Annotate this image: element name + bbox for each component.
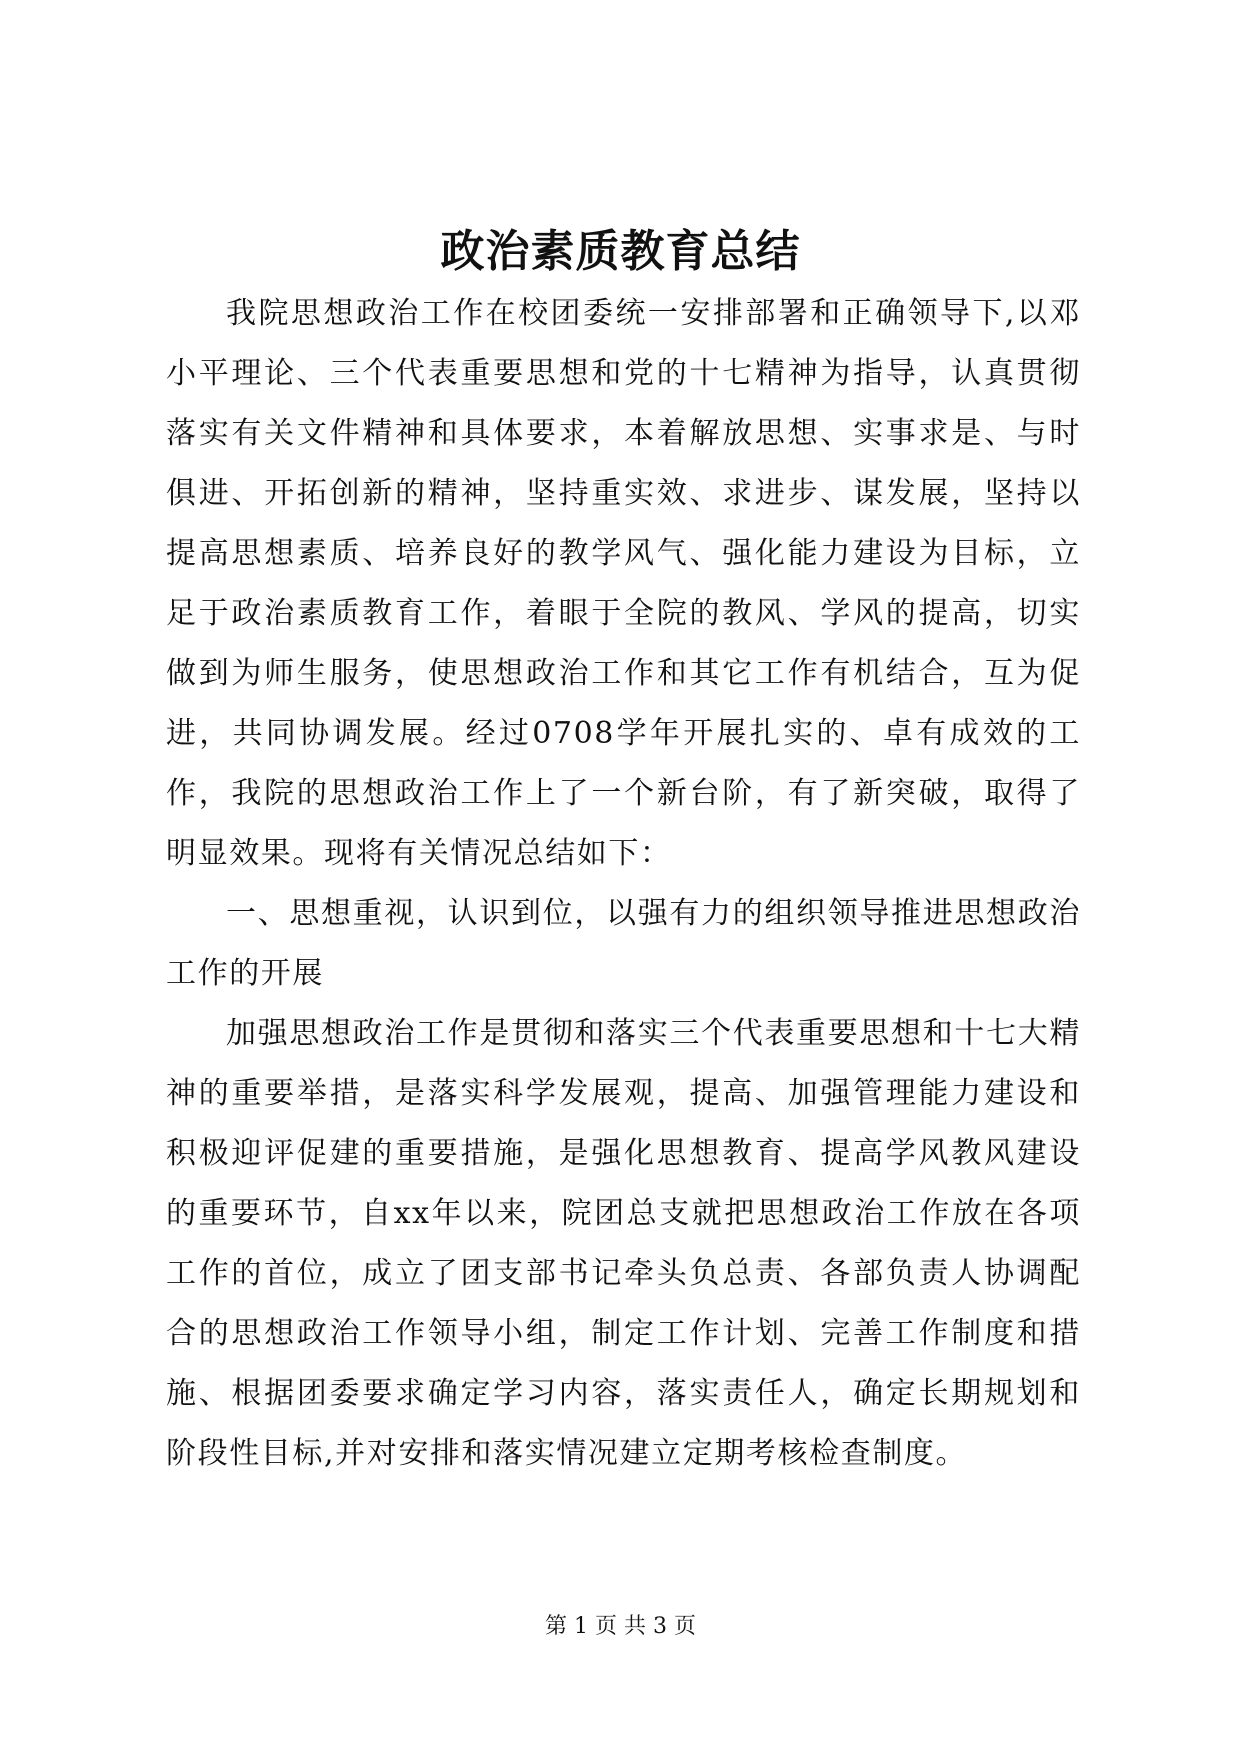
section-heading-1: 一、思想重视，认识到位，以强有力的组织领导推进思想政治工作的开展 <box>166 896 1081 991</box>
page-number-footer: 第 1 页 共 3 页 <box>545 1614 696 1639</box>
document-title: 政治素质教育总结 <box>440 226 801 277</box>
paragraph-section-1: 加强思想政治工作是贯彻和落实三个代表重要思想和十七大精神的重要举措，是落实科学发展观，提高、加强管理能力建设和积极迎评促建的重要措施，是强化思想教育、提高学风教风建设的重要环节，自xx年以来，院团总支就把思想政治工作放在各项工作的首位，成立了团支部书记牵头负总责、各部负责人协调配合的思想政治工作领导小组，制定工作计划、完善工作制度和措施、根据团委要求确定学习内容，落实责任人，确定长期规划和阶段性目标,并对安排和落实情况建立定期考核检查制度。 <box>166 1016 1081 1471</box>
paragraph-intro: 我院思想政治工作在校团委统一安排部署和正确领导下,以邓小平理论、三个代表重要思想和党的十七精神为指导，认真贯彻落实有关文件精神和具体要求，本着解放思想、实事求是、与时俱进、开拓创新的精神，坚持重实效、求进步、谋发展，坚持以提高思想素质、培养良好的教学风气、强化能力建设为目标，立足于政治素质教育工作，着眼于全院的教风、学风的提高，切实做到为师生服务，使思想政治工作和其它工作有机结合，互为促进，共同协调发展。经过0708学年开展扎实的、卓有成效的工作，我院的思想政治工作上了一个新台阶，有了新突破，取得了明显效果。现将有关情况总结如下： <box>166 296 1081 871</box>
document-body <box>166 284 1081 1484</box>
